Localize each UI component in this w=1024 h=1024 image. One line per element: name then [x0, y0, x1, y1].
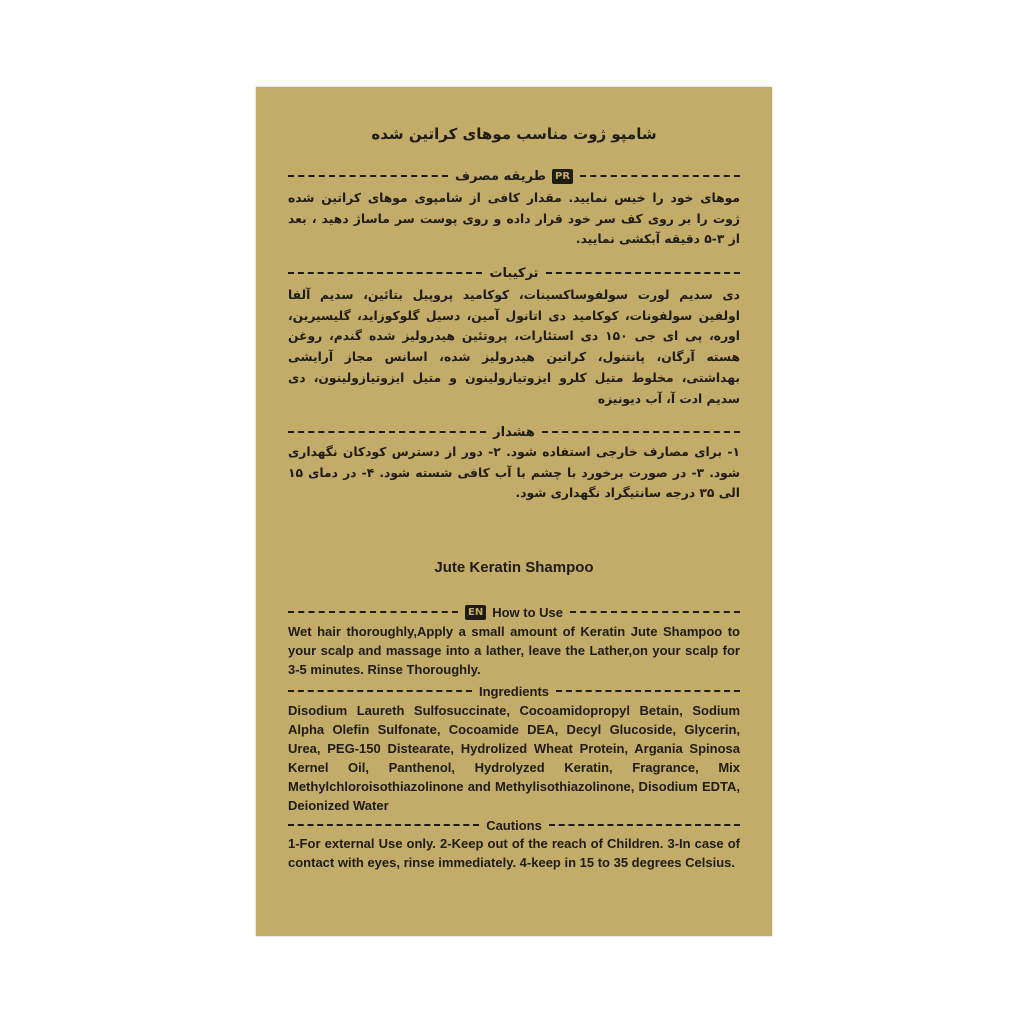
english-ingredients-heading: Ingredients: [478, 683, 550, 699]
divider: [288, 611, 458, 613]
english-cautions-text: 1-For external Use only. 2-Keep out of the reach of Children. 3-In case of contact with eyes, rinse immediately. 4-keep in 15 to 35 degrees Celsius.: [288, 836, 740, 870]
divider: [549, 824, 740, 826]
divider: [288, 431, 486, 433]
persian-usage-heading: طریقه مصرف: [454, 168, 546, 184]
persian-warning-text: ۱- برای مصارف خارجی استفاده شود. ۲- دور از دسترس کودکان نگهداری شود. ۳- در صورت برخورد با چشم با آب کافی شسته شود. ۴- در دمای ۱۵ الی ۳۵ درجه سانتیگراد نگهداری شود.: [288, 445, 740, 501]
divider: [288, 175, 448, 177]
english-cautions-header: [288, 816, 740, 834]
english-usage-heading: How to Use: [492, 604, 563, 620]
divider: [288, 690, 472, 692]
persian-warning-heading: هشدار: [493, 424, 535, 440]
divider: [288, 272, 482, 274]
persian-product-title: شامپو ژوت مناسب موهای کراتین شده: [371, 125, 657, 143]
english-usage-header: [288, 603, 740, 621]
shampoo-label: [256, 87, 772, 936]
divider: [580, 175, 740, 177]
english-ingredients-header: [288, 682, 740, 700]
persian-usage-header: [288, 167, 740, 185]
divider: [542, 431, 740, 433]
divider: [288, 824, 479, 826]
english-cautions-heading: Cautions: [486, 817, 542, 833]
persian-ingredients-header: [288, 264, 740, 282]
english-usage-text: Wet hair thoroughly,Apply a small amount of Keratin Jute Shampoo to your scalp and massage into a lather, leave the Lather,on your scalp for 3-5 minutes. Rinse Thoroughly.: [288, 624, 740, 677]
persian-ingredients-heading: ترکیبات: [489, 265, 539, 281]
persian-warning-header: [288, 423, 740, 441]
english-ingredients-text: Disodium Laureth Sulfosuccinate, Cocoamidopropyl Betain, Sodium Alpha Olefin Sulfonate, Cocoamide DEA, Decyl Glucoside, Glycerin, Urea, PEG-150 Distearate, Hydrolized Wheat Protein, Argania Spinosa Kernel Oil, Panthenol, Hydrolyzed Keratin, Fragrance, Mix Methylchloroisothiazolinone and Methylisothiazolinone, Disodium EDTA, Deionized Water: [288, 703, 740, 813]
english-product-title: Jute Keratin Shampoo: [434, 559, 594, 576]
persian-ingredients-text: دی سدیم لورت سولفوساکسینات، کوکامید پروپیل بتائین، سدیم آلفا اولفین سولفونات، کوکامید دی اتانول آمین، دسیل گلوکوزاید، گلیسیرین، اوره، پی ای جی ۱۵۰ دی استئارات، پروتئین هیدرولیز شده گندم، روغن هسته آرگان، پانتنول، کراتین هیدرولیز شده، اسانس مجاز آرایشی بهداشتی، مخلوط متیل کلرو ایزوتیازولینون و متیل ایزوتیازولینون، دی سدیم ادت آ، آب دیونیزه: [288, 288, 741, 406]
divider: [546, 272, 740, 274]
persian-language-badge: PR: [552, 169, 573, 184]
persian-usage-text: موهای خود را خیس نمایید. مقدار کافی از شامپوی موهای کراتین شده ژوت را بر روی کف سر خود قرار داده و روی پوست سر ماساژ دهید ، بعد از ۳-۵ دقیقه آبکشی نمایید.: [288, 191, 740, 247]
english-language-badge: EN: [465, 605, 486, 620]
divider: [570, 611, 740, 613]
divider: [556, 690, 740, 692]
